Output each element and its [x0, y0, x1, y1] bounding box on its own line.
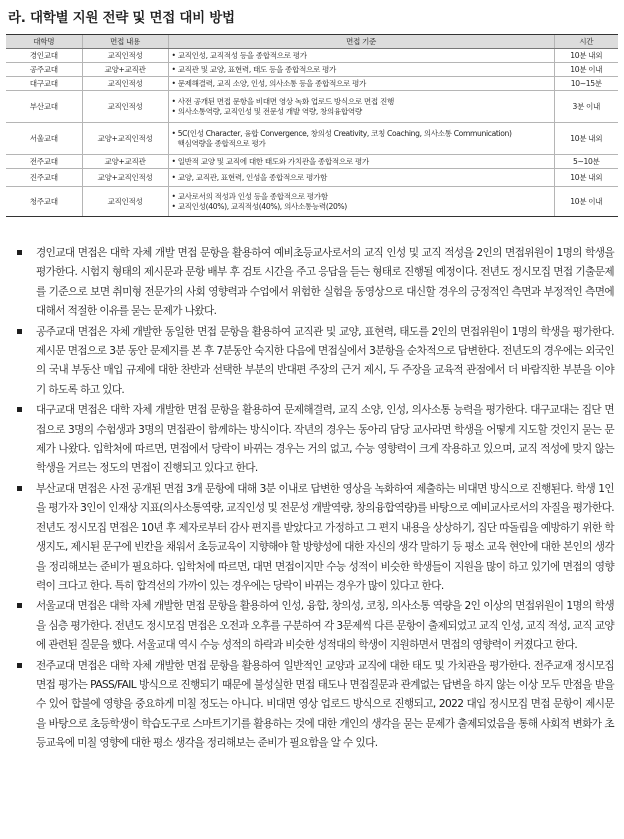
- table-header-row: [6, 35, 618, 49]
- paragraph-text: 경인교대 면접은 대학 자체 개발 면접 문항을 활용하여 예비초등교사로서의 교직 인성 및 교직 적성을 2인의 면접위원이 1명의 학생을 평가한다. 시험지 형태의 제시문과 문항 배부 후 검토 시간을 주고 응답을 듣는 형태로 진행될 예정이다. 전년도 정시모집 면접 기출문제를 기준으로 보면 취미형 전문가의 사회 영향력과 수업에서 위험한 실험을 동영상으로 대신할 경우의 긍정적인 측면과 부정적인 측면에 대해서 적절한 이유를 묻는 문제가 나왔다.: [36, 247, 614, 318]
- cell-criteria: [168, 49, 554, 63]
- criteria-line: • 의사소통역량, 교직인성 및 전문성 개발 역량, 창의융합역량: [171, 106, 362, 116]
- header-criteria: 면접 기준: [168, 35, 554, 49]
- table-row: [6, 91, 618, 123]
- paragraph-text: 전주교대 면접은 대학 자체 개발한 면접 문항을 활용하여 일반적인 교양과 교직에 대한 태도 및 가치관을 평가한다. 전주교재 정시모집 면접 평가는 PASS/FAIL 방식으로 진행되기 때문에 불성실한 면접 태도나 면접질문과 관계없는 답변을 하지 않는 이상 모두 만점을 받을 수 있어 합불에 영향을 중요하게 미칠 정도는 아니다. 비대면 영상 업로드 방식으로 진행되고, 2022 대입 정시모집 면접 문항이 제시문을 바탕으로 초등학생이 학습도구로 스마트기기를 활용하는 것에 대한 개인의 생각을 묻는 문제가 출제되었음을 통해 사회적 변화가 초등교육에 미칠 영향에 대한 평소 생각을 정리해보는 준비가 필요함을 알 수 있다.: [36, 659, 614, 750]
- cell-time: 10~15분: [554, 77, 618, 91]
- cell-university: 서울교대: [6, 123, 82, 155]
- criteria-line: • 교직인성, 교직적성 등을 종합적으로 평가: [171, 50, 307, 60]
- cell-content: 교직인적성: [82, 187, 168, 217]
- criteria-line: • 교직인성(40%), 교직적성(40%), 의사소통능력(20%): [171, 201, 347, 211]
- paragraph-item: [14, 480, 614, 596]
- criteria-line: • 사전 공개된 면접 문항을 비대면 영상 녹화 업로드 방식으로 면접 진행: [171, 96, 394, 106]
- table-row: [6, 123, 618, 155]
- cell-criteria: [168, 155, 554, 169]
- table-row: [6, 49, 618, 63]
- square-bullet-icon: [17, 329, 22, 334]
- cell-criteria: [168, 169, 554, 187]
- cell-time: 3분 이내: [554, 91, 618, 123]
- paragraph-text: 서울교대 면접은 대학 자체 개발한 면접 문항을 활용하여 인성, 융합, 창의성, 코칭, 의사소통 역량을 2인 이상의 면접위원이 1명의 학생을 심층 평가한다. 전년도 정시모집 면접은 오전과 오후를 구분하여 각 3문제씩 다른 문항이 출제되었고 교직 인성, 교직 적성, 교직 교양에 관련된 질문을 했다. 서울교대 역시 수능 성적의 하락과 비슷한 성적대의 학생이 지원하면서 면접의 영향력이 커졌다고 한다.: [36, 600, 614, 652]
- cell-criteria: [168, 91, 554, 123]
- paragraph-item: [14, 401, 614, 479]
- square-bullet-icon: [17, 486, 22, 491]
- header-content: 면접 내용: [82, 35, 168, 49]
- cell-criteria: [168, 63, 554, 77]
- criteria-line: • 교직관 및 교양, 표현력, 태도 등을 종합적으로 평가: [171, 64, 336, 74]
- cell-time: 10분 이내: [554, 187, 618, 217]
- square-bullet-icon: [17, 603, 22, 608]
- table-row: [6, 187, 618, 217]
- paragraph-list: [14, 244, 614, 755]
- section-title: 라. 대학별 지원 전략 및 면접 대비 방법: [8, 10, 235, 26]
- paragraph-item: [14, 657, 614, 754]
- cell-time: 10분 내외: [554, 123, 618, 155]
- cell-university: 공주교대: [6, 63, 82, 77]
- cell-criteria: [168, 187, 554, 217]
- cell-content: 교직인적성: [82, 91, 168, 123]
- cell-content: 교양+교직인적성: [82, 169, 168, 187]
- header-university: 대학명: [6, 35, 82, 49]
- cell-content: 교양+교직관: [82, 63, 168, 77]
- cell-time: 5~10분: [554, 155, 618, 169]
- cell-time: 10분 이내: [554, 63, 618, 77]
- cell-content: 교직인적성: [82, 49, 168, 63]
- paragraph-item: [14, 323, 614, 401]
- cell-content: 교양+교직인적성: [82, 123, 168, 155]
- criteria-line: • 일반적 교양 및 교직에 대한 태도와 가치관을 종합적으로 평가: [171, 156, 369, 166]
- table-row: [6, 155, 618, 169]
- square-bullet-icon: [17, 250, 22, 255]
- paragraph-text: 공주교대 면접은 자체 개발한 동일한 면접 문항을 활용하여 교직관 및 교양, 표현력, 태도를 2인의 면접위원이 1명의 학생을 평가한다. 제시문 면접으로 3분 동안 문제지를 본 후 7분동안 숙지한 다음에 면접실에서 3분항을 순차적으로 답변한다. 전년도의 경우에는 외국인의 국내 부동산 매입 규제에 대한 찬반과 선택한 부분의 반대편 주장의 근거 제시, 두 주장을 교육적 관점에서 더 바람직한 부분을 이야기 하도록 하고 있다.: [36, 325, 614, 396]
- table-row: [6, 63, 618, 77]
- table-row: [6, 77, 618, 91]
- cell-university: 청주교대: [6, 187, 82, 217]
- criteria-line: 핵심역량을 종합적으로 평가: [177, 138, 266, 148]
- paragraph-item: [14, 597, 614, 655]
- paragraph-text: 부산교대 면접은 사전 공개된 면접 3개 문항에 대해 3분 이내로 답변한 영상을 녹화하여 제출하는 비대면 방식으로 진행된다. 학생 1인을 평가자 3인이 인재상 지표(의사소통역량, 교직인성 및 전문성 개발역량, 창의융합역량)를 바탕으로 예비교사로서의 자질을 평가한다. 전년도 정시모집 면접은 10년 후 제자로부터 감사 편지를 받았다고 가정하고 그 편지 내용을 상상하기, 집단 따돌림을 예방하기 위한 학생지도, 제시된 문구에 빈칸을 채워서 초등교육이 지향해야 할 방향성에 대한 자신의 생각 말하기 등 평소 교육 현안에 대한 본인의 생각을 정리해보는 준비가 필요하다. 입학처에 따르면, 대면 면접이지만 수능 성적이 비슷한 학생들이 지원을 많이 하고 있기에 면접의 영향력이 크다고 한다. 특히 합격선의 가까이 있는 경우에는 당락이 바뀌는 경우가 많이 있다고 한다.: [36, 482, 614, 592]
- cell-time: 10분 내외: [554, 49, 618, 63]
- criteria-line: • 교사로서의 적성과 인성 등을 종합적으로 평가함: [171, 191, 328, 201]
- square-bullet-icon: [17, 663, 22, 668]
- table-row: [6, 169, 618, 187]
- cell-university: 대구교대: [6, 77, 82, 91]
- criteria-line: • 문제해결력, 교직 소양, 인성, 의사소통 등을 종합적으로 평가: [171, 78, 366, 88]
- cell-criteria: [168, 77, 554, 91]
- cell-university: 경인교대: [6, 49, 82, 63]
- square-bullet-icon: [17, 407, 22, 412]
- cell-university: 부산교대: [6, 91, 82, 123]
- cell-criteria: [168, 123, 554, 155]
- cell-university: 진주교대: [6, 169, 82, 187]
- cell-content: 교직인적성: [82, 77, 168, 91]
- cell-university: 전주교대: [6, 155, 82, 169]
- criteria-line: • 5C(인성 Character, 융합 Convergence, 창의성 Creativity, 코칭 Coaching, 의사소통 Communication): [171, 128, 512, 138]
- cell-time: 10분 내외: [554, 169, 618, 187]
- paragraph-text: 대구교대 면접은 대학 자체 개발한 면접 문항을 활용하여 문제해결력, 교직 소양, 인성, 의사소통 능력을 평가한다. 대구교대는 집단 면접으로 3명의 수험생과 3명의 면접관이 함께하는 방식이다. 작년의 경우는 동아리 담당 교사라면 학생을 어떻게 지도할 것인지 묻는 문제가 나왔다. 입학처에 따르면, 면접에서 당락이 바뀌는 경우는 거의 없고, 수능 영향력이 크게 작용하고 있으며, 교직 적성에 맞지 않는 학생을 거르는 정도의 면접이 진행되고 있다고 한다.: [36, 404, 614, 475]
- header-time: 시간: [554, 35, 618, 49]
- criteria-line: • 교양, 교직관, 표현력, 인성을 종합적으로 평가함: [171, 172, 327, 182]
- interview-strategy-table: [6, 34, 618, 217]
- paragraph-item: [14, 244, 614, 322]
- cell-content: 교양+교직관: [82, 155, 168, 169]
